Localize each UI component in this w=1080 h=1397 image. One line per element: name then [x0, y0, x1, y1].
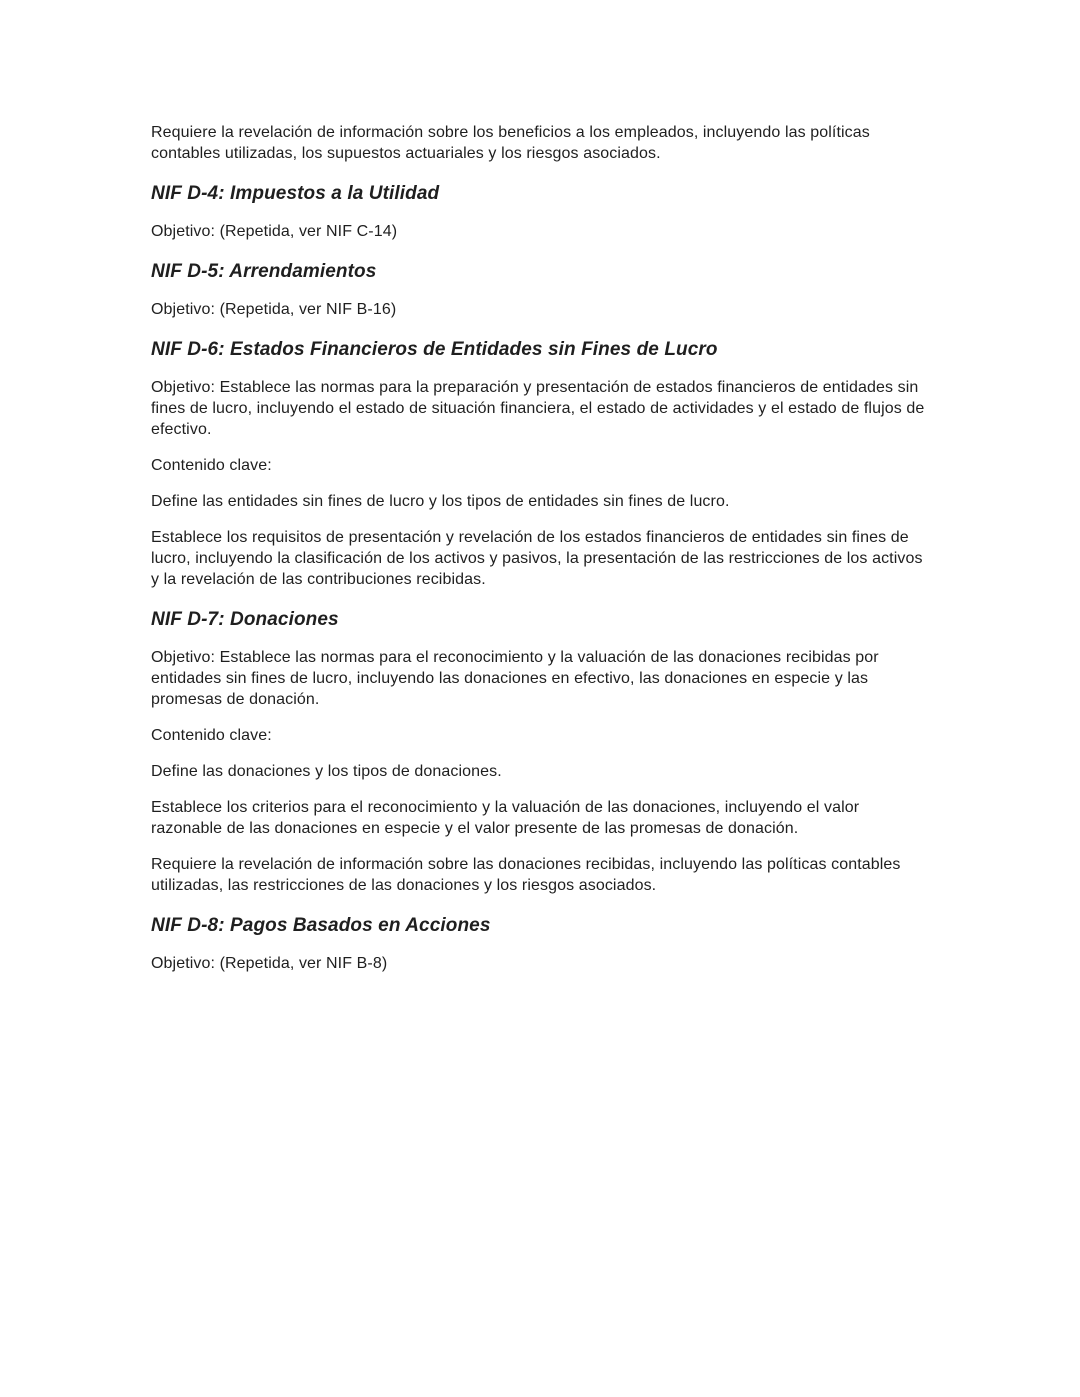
doc-paragraph: Requiere la revelación de información sobre las donaciones recibidas, incluyendo las políticas contables utilizadas, las restricciones de las donaciones y los riesgos asociados.: [151, 856, 901, 894]
doc-paragraph: Contenido clave:: [151, 457, 272, 474]
doc-paragraph: Objetivo: Establece las normas para el reconocimiento y la valuación de las donaciones recibidas por entidades sin fines de lucro, incluyendo las donaciones en efectivo, las donaciones en especie y las promesas de donación.: [151, 649, 879, 708]
doc-paragraph: Objetivo: (Repetida, ver NIF B-8): [151, 955, 388, 972]
doc-paragraph: Establece los criterios para el reconocimiento y la valuación de las donaciones, incluyendo el valor razonable de las donaciones en especie y el valor presente de las promesas de donación.: [151, 799, 860, 837]
doc-paragraph: Define las entidades sin fines de lucro y los tipos de entidades sin fines de lucro.: [151, 493, 730, 510]
doc-paragraph: Requiere la revelación de información sobre los beneficios a los empleados, incluyendo las políticas contables utilizadas, los supuestos actuariales y los riesgos asociados.: [151, 124, 870, 162]
doc-paragraph: Objetivo: (Repetida, ver NIF C-14): [151, 223, 398, 240]
doc-heading-nif-d8: NIF D-8: Pagos Basados en Acciones: [151, 915, 491, 936]
doc-heading-nif-d6: NIF D-6: Estados Financieros de Entidades sin Fines de Lucro: [151, 339, 718, 360]
doc-paragraph: Contenido clave:: [151, 727, 272, 744]
doc-paragraph: Establece los requisitos de presentación y revelación de los estados financieros de entidades sin fines de lucro, incluyendo la clasificación de los activos y pasivos, la presentación de las restricciones de los activos y la revelación de las contribuciones recibidas.: [151, 529, 923, 588]
doc-heading-nif-d4: NIF D-4: Impuestos a la Utilidad: [151, 183, 440, 204]
doc-paragraph: Define las donaciones y los tipos de donaciones.: [151, 763, 502, 780]
doc-heading-nif-d7: NIF D-7: Donaciones: [151, 609, 339, 630]
doc-paragraph: Objetivo: Establece las normas para la preparación y presentación de estados financieros de entidades sin fines de lucro, incluyendo el estado de situación financiera, el estado de actividades y el estado de flujos de efectivo.: [151, 379, 925, 438]
doc-heading-nif-d5: NIF D-5: Arrendamientos: [151, 261, 377, 282]
doc-paragraph: Objetivo: (Repetida, ver NIF B-16): [151, 301, 397, 318]
